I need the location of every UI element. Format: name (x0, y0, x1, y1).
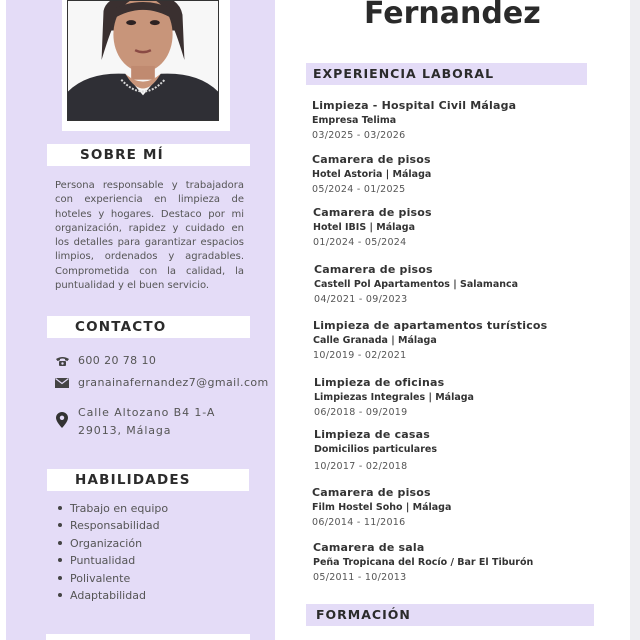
job-entry (312, 98, 516, 143)
skill-item: Organización (70, 536, 168, 553)
phone-icon (54, 354, 70, 368)
job-company: Calle Granada | Málaga (313, 335, 437, 346)
education-header (306, 604, 594, 626)
job-role: Camarera de pisos (313, 206, 432, 219)
job-entry (313, 540, 533, 585)
skill-item: Responsabilidad (70, 518, 168, 535)
contact-email-row (54, 376, 269, 390)
about-title: SOBRE MÍ (80, 147, 164, 163)
contact-address-row (54, 404, 215, 440)
job-role: Limpieza de apartamentos turísticos (313, 319, 548, 332)
job-company: Peña Tropicana del Rocío / Bar El Tiburón (313, 557, 534, 568)
address-line-2: 29013, Málaga (78, 424, 172, 437)
postal-address (78, 404, 215, 440)
job-company: Film Hostel Soho | Málaga (312, 502, 452, 513)
job-company: Limpiezas Integrales | Málaga (314, 392, 474, 403)
address-line-1: Calle Altozano B4 1-A (78, 406, 216, 419)
job-role: Limpieza - Hospital Civil Málaga (312, 99, 517, 112)
contact-phone-row (54, 354, 156, 368)
job-dates: 06/2014 - 11/2016 (312, 517, 406, 528)
candidate-surname: Fernandez (364, 0, 541, 31)
phone-number[interactable]: 600 20 78 10 (78, 354, 157, 367)
experience-title: EXPERIENCIA LABORAL (313, 66, 495, 81)
skill-item: Adaptabilidad (70, 588, 168, 605)
skills-title: HABILIDADES (75, 472, 191, 488)
job-role: Camarera de sala (313, 541, 425, 554)
job-dates: 03/2025 - 03/2026 (312, 130, 406, 141)
skill-item: Trabajo en equipo (70, 501, 168, 518)
profile-photo (67, 0, 219, 121)
about-header (47, 144, 250, 166)
contact-title: CONTACTO (75, 319, 167, 335)
skills-header (47, 469, 249, 491)
skill-item: Polivalente (70, 571, 168, 588)
job-entry (312, 485, 451, 530)
job-role: Camarera de pisos (314, 263, 433, 276)
location-pin-icon (54, 404, 70, 436)
job-entry (314, 262, 518, 307)
mail-icon (54, 376, 70, 390)
email-address[interactable]: granainafernandez7@gmail.com (78, 376, 269, 389)
job-role: Camarera de pisos (312, 153, 431, 166)
job-dates: 10/2017 - 02/2018 (314, 461, 408, 472)
education-title: FORMACIÓN (316, 607, 411, 622)
job-entry (312, 152, 431, 197)
job-role: Limpieza de oficinas (314, 376, 445, 389)
job-company: Hotel IBIS | Málaga (313, 222, 416, 233)
next-section-header (46, 634, 250, 640)
job-dates: 06/2018 - 09/2019 (314, 407, 408, 418)
job-role: Limpieza de casas (314, 428, 431, 441)
job-dates: 01/2024 - 05/2024 (313, 237, 407, 248)
job-dates: 10/2019 - 02/2021 (313, 350, 407, 361)
experience-header (306, 63, 587, 85)
job-company: Domicilios particulares (314, 444, 437, 455)
job-company: Hotel Astoria | Málaga (312, 169, 432, 180)
about-text: Persona responsable y trabajadora con experiencia en limpieza de hoteles y hogares. Destaco por mi organización, rapidez y cuidado en los detalles para garantizar espacios limpios, ordenados y agradables. Comprometida con la calidad, la puntualidad y el buen servicio. (55, 180, 244, 292)
job-entry (313, 205, 432, 250)
job-dates: 04/2021 - 09/2023 (314, 294, 408, 305)
skill-item: Puntualidad (70, 553, 168, 570)
contact-header (47, 316, 250, 338)
job-role: Camarera de pisos (312, 486, 431, 499)
job-entry (314, 427, 437, 474)
job-company: Castell Pol Apartamentos | Salamanca (314, 279, 519, 290)
job-entry (313, 318, 547, 363)
job-entry (314, 375, 474, 420)
page-edge (630, 0, 640, 640)
job-dates: 05/2024 - 01/2025 (312, 184, 406, 195)
job-company: Empresa Telima (312, 115, 397, 126)
job-dates: 05/2011 - 10/2013 (313, 572, 407, 583)
skills-list (70, 501, 168, 605)
